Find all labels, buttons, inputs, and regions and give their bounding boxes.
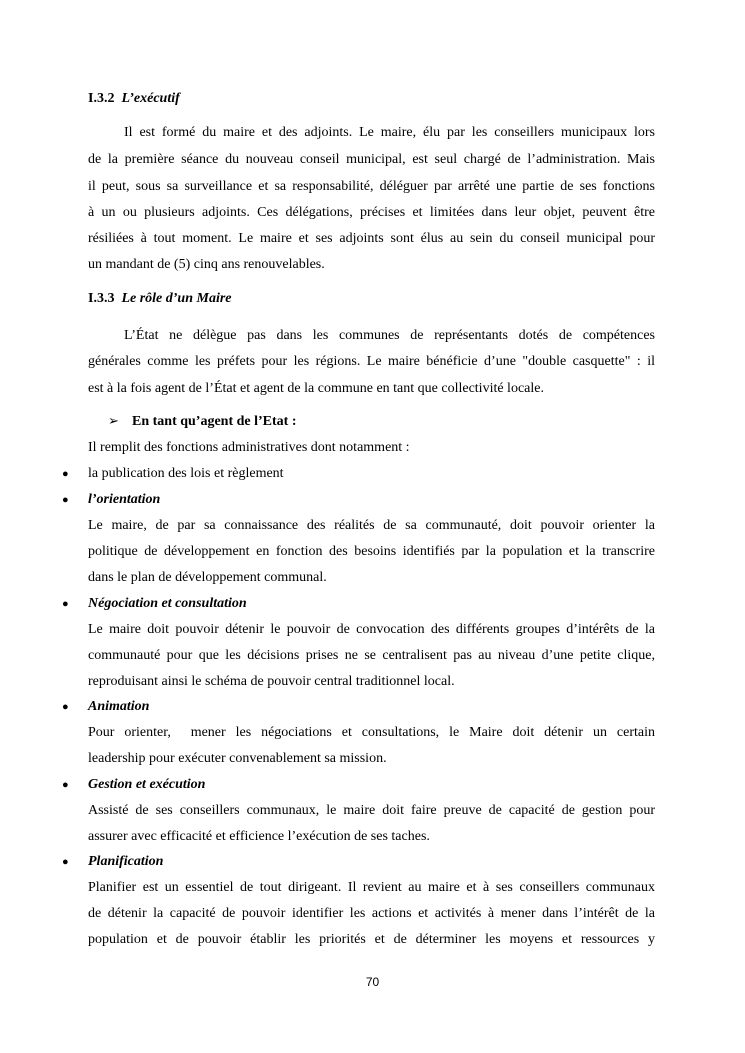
bullet-title: Gestion et exécution: [88, 777, 206, 792]
section-title: Le rôle d’un Maire: [121, 291, 232, 306]
paragraph-line: de la première séance du nouveau conseil municipal, est seul chargé de l’administration. Mais: [88, 152, 655, 167]
bullet-title: Planification: [88, 854, 164, 869]
paragraph-line: Pour orienter, mener les négociations et consultations, le Maire doit détenir un certain: [88, 725, 655, 740]
paragraph-line: est à la fois agent de l’État et agent de la commune en tant que collectivité locale.: [88, 381, 544, 396]
paragraph-line: Assisté de ses conseillers communaux, le maire doit faire preuve de capacité de gestion pour: [88, 803, 655, 818]
section-heading-1-3-2: [88, 90, 180, 108]
section-heading-1-3-3: [88, 290, 232, 308]
bullet-icon: ●: [62, 856, 69, 868]
paragraph-line: leadership pour exécuter convenablement sa mission.: [88, 751, 387, 766]
paragraph-line: un mandant de (5) cinq ans renouvelables.: [88, 257, 325, 272]
bullet-icon: ●: [62, 779, 69, 791]
paragraph-line: Le maire, de par sa connaissance des réalités de sa communauté, doit pouvoir orienter la: [88, 518, 655, 533]
section-number: I.3.2: [88, 91, 115, 106]
paragraph-line: politique de développement en fonction des besoins identifiés par la population et la transcrire: [88, 544, 655, 559]
paragraph-line: reproduisant ainsi le schéma de pouvoir central traditionnel local.: [88, 674, 455, 689]
bullet-title: la publication des lois et règlement: [88, 466, 284, 481]
section-number: I.3.3: [88, 291, 115, 306]
bullet-title: Négociation et consultation: [88, 596, 247, 611]
paragraph-line: Le maire doit pouvoir détenir le pouvoir de convocation des différents groupes d’intérêts de la: [88, 622, 655, 637]
section-title: L’exécutif: [121, 91, 180, 106]
paragraph-line: population et de pouvoir établir les priorités et de déterminer les moyens et ressources y: [88, 932, 655, 947]
paragraph-line: générales comme les préfets pour les régions. Le maire bénéficie d’une "double casquette" : il: [88, 354, 655, 369]
agent-intro: Il remplit des fonctions administratives dont notamment :: [88, 440, 410, 455]
page-number: 70: [365, 975, 380, 989]
subheading-agent: En tant qu’agent de l’Etat :: [132, 414, 297, 429]
paragraph-line: assurer avec efficacité et efficience l’exécution de ses taches.: [88, 829, 430, 844]
paragraph-line: Il est formé du maire et des adjoints. Le maire, élu par les conseillers municipaux lors: [124, 125, 655, 140]
bullet-icon: ●: [62, 494, 69, 506]
paragraph-line: de détenir la capacité de pouvoir identifier les actions et activités à mener dans l’intérêt de la: [88, 906, 655, 921]
bullet-title: Animation: [88, 699, 150, 714]
paragraph-line: communauté pour que les décisions prises ne se centralisent pas au niveau d’une petite clique,: [88, 648, 655, 663]
arrow-bullet-icon: ➢: [108, 414, 119, 429]
paragraph-line: dans le plan de développement communal.: [88, 570, 327, 585]
paragraph-line: L’État ne délègue pas dans les communes de représentants dotés de compétences: [124, 328, 655, 343]
bullet-icon: ●: [62, 468, 69, 480]
bullet-title: l’orientation: [88, 492, 161, 507]
paragraph-line: à un ou plusieurs adjoints. Ces délégations, précises et limitées dans leur objet, peuvent être: [88, 205, 655, 220]
paragraph-line: résiliées à tout moment. Le maire et ses adjoints sont élus au sein du conseil municipal pour: [88, 231, 655, 246]
paragraph-line: il peut, sous sa surveillance et sa responsabilité, déléguer par arrêté une partie de ses fonctions: [88, 179, 655, 194]
bullet-icon: ●: [62, 598, 69, 610]
bullet-icon: ●: [62, 701, 69, 713]
paragraph-line: Planifier est un essentiel de tout dirigeant. Il revient au maire et à ses conseillers communaux: [88, 880, 655, 895]
